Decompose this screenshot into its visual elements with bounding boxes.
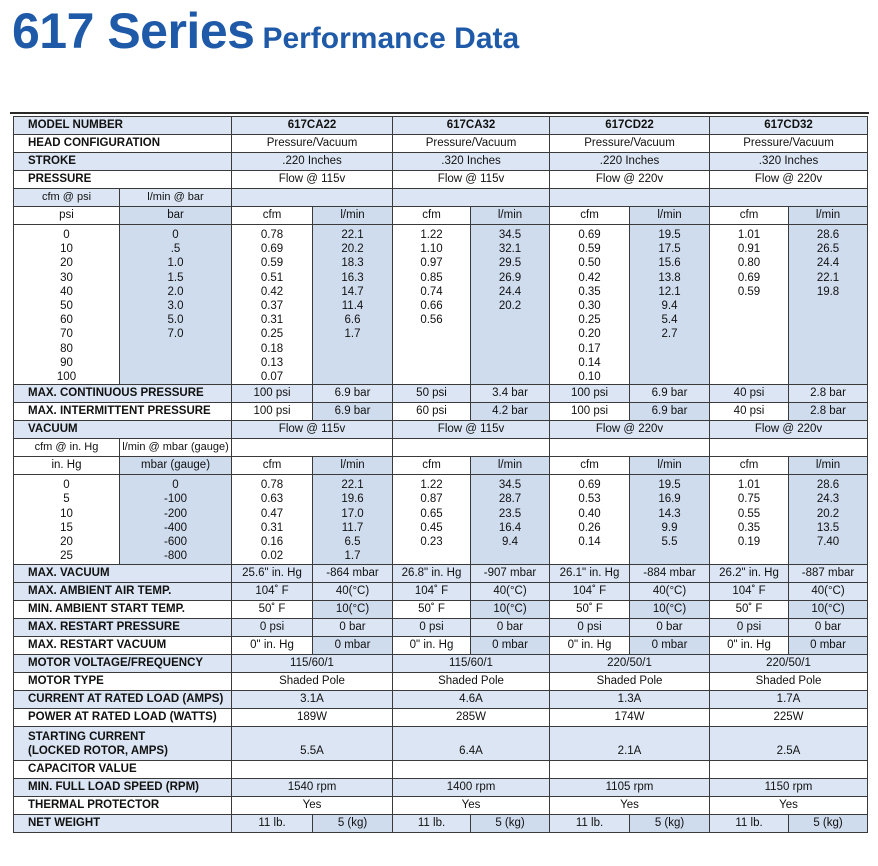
label-cfm: cfm xyxy=(710,457,789,475)
value-cell: 0 psi xyxy=(232,619,313,637)
value-cell: 4.2 bar xyxy=(471,403,550,421)
value-cell: Pressure/Vacuum xyxy=(550,135,710,153)
value-cell: Flow @ 220v xyxy=(550,171,710,189)
pressure-bar-list: 0 .5 1.0 1.5 2.0 3.0 5.0 7.0 xyxy=(120,225,232,385)
title-rule xyxy=(10,112,869,114)
value-cell: 1150 rpm xyxy=(710,779,868,797)
label-min-ambient-start-temp: MIN. AMBIENT START TEMP. xyxy=(14,601,232,619)
empty-cell xyxy=(710,189,868,207)
value-cell: 6.9 bar xyxy=(630,385,710,403)
value-cell: 6.9 bar xyxy=(630,403,710,421)
value-cell: 220/50/1 xyxy=(550,655,710,673)
value-cell: 10(°C) xyxy=(313,601,393,619)
value-cell: 26.8" in. Hg xyxy=(393,565,471,583)
value-cell: 0" in. Hg xyxy=(393,637,471,655)
row-pressure-data xyxy=(14,225,868,385)
pressure-lmin-617cd32: 28.6 26.5 24.4 22.1 19.8 xyxy=(789,225,868,385)
value-cell: 6.4A xyxy=(393,727,550,761)
value-cell: 26.1" in. Hg xyxy=(550,565,630,583)
value-cell: Shaded Pole xyxy=(710,673,868,691)
value-cell: 1105 rpm xyxy=(550,779,710,797)
model-617ca32: 617CA32 xyxy=(393,117,550,135)
value-cell: 2.8 bar xyxy=(789,403,868,421)
value-cell: 100 psi xyxy=(550,385,630,403)
value-cell: Yes xyxy=(550,797,710,815)
row-min-full-load-speed xyxy=(14,779,868,797)
pressure-psi-list: 0 10 20 30 40 50 60 70 80 90 100 xyxy=(14,225,120,385)
label-capacitor-value: CAPACITOR VALUE xyxy=(14,761,232,779)
label-starting-current-line2: (LOCKED ROTOR, AMPS) xyxy=(28,744,168,757)
label-max-ambient-air-temp: MAX. AMBIENT AIR TEMP. xyxy=(14,583,232,601)
row-max-restart-vacuum xyxy=(14,637,868,655)
row-min-ambient-start-temp xyxy=(14,601,868,619)
empty-cell xyxy=(550,761,710,779)
row-vacuum xyxy=(14,421,868,439)
label-cfm: cfm xyxy=(232,207,313,225)
row-pressure xyxy=(14,171,868,189)
label-max-intermittent-pressure: MAX. INTERMITTENT PRESSURE xyxy=(14,403,232,421)
label-psi: psi xyxy=(14,207,120,225)
value-cell: 11 lb. xyxy=(550,815,630,833)
label-cfm-at-inhg: cfm @ in. Hg xyxy=(14,439,120,457)
value-cell: 0" in. Hg xyxy=(232,637,313,655)
value-cell: 220/50/1 xyxy=(710,655,868,673)
value-cell: 1.7A xyxy=(710,691,868,709)
value-cell: 0" in. Hg xyxy=(550,637,630,655)
label-lmin: l/min xyxy=(313,457,393,475)
label-power-at-rated-load: POWER AT RATED LOAD (WATTS) xyxy=(14,709,232,727)
value-cell: 50˚ F xyxy=(393,601,471,619)
row-vacuum-subheader xyxy=(14,457,868,475)
label-cfm: cfm xyxy=(393,207,471,225)
label-max-vacuum: MAX. VACUUM xyxy=(14,565,232,583)
value-cell: -907 mbar xyxy=(471,565,550,583)
row-power-at-rated-load xyxy=(14,709,868,727)
model-617cd32: 617CD32 xyxy=(710,117,868,135)
value-cell: 285W xyxy=(393,709,550,727)
label-net-weight: NET WEIGHT xyxy=(14,815,232,833)
model-617cd22: 617CD22 xyxy=(550,117,710,135)
value-cell: Flow @ 115v xyxy=(232,421,393,439)
value-cell: 40(°C) xyxy=(630,583,710,601)
value-cell: Pressure/Vacuum xyxy=(710,135,868,153)
empty-cell xyxy=(232,761,393,779)
value-cell: 174W xyxy=(550,709,710,727)
empty-cell xyxy=(550,189,710,207)
label-lmin-at-mbar: l/min @ mbar (gauge) xyxy=(120,439,232,457)
label-cfm-at-psi: cfm @ psi xyxy=(14,189,120,207)
value-cell: 2.1A xyxy=(550,727,710,761)
pressure-cfm-617cd22: 0.69 0.59 0.50 0.42 0.35 0.30 0.25 0.20 0.17 0.14 0.10 xyxy=(550,225,630,385)
label-lmin: l/min xyxy=(789,457,868,475)
label-cfm: cfm xyxy=(550,207,630,225)
value-cell: 100 psi xyxy=(232,403,313,421)
value-cell: -887 mbar xyxy=(789,565,868,583)
value-cell: Pressure/Vacuum xyxy=(232,135,393,153)
vacuum-cfm-617ca22: 0.78 0.63 0.47 0.31 0.16 0.02 xyxy=(232,475,313,565)
value-cell: 10(°C) xyxy=(630,601,710,619)
row-max-restart-pressure xyxy=(14,619,868,637)
row-model-number xyxy=(14,117,868,135)
value-cell: Yes xyxy=(232,797,393,815)
value-cell: 104˚ F xyxy=(232,583,313,601)
value-cell: 104˚ F xyxy=(393,583,471,601)
label-lmin: l/min xyxy=(471,457,550,475)
value-cell: 0 psi xyxy=(710,619,789,637)
label-current-at-rated-load: CURRENT AT RATED LOAD (AMPS) xyxy=(14,691,232,709)
value-cell: 0 bar xyxy=(789,619,868,637)
empty-cell xyxy=(393,439,550,457)
row-stroke xyxy=(14,153,868,171)
value-cell: 5 (kg) xyxy=(471,815,550,833)
value-cell: 5 (kg) xyxy=(313,815,393,833)
empty-cell xyxy=(710,761,868,779)
empty-cell xyxy=(393,189,550,207)
label-cfm: cfm xyxy=(232,457,313,475)
value-cell: -864 mbar xyxy=(313,565,393,583)
vacuum-cfm-617cd32: 1.01 0.75 0.55 0.35 0.19 xyxy=(710,475,789,565)
value-cell: 50˚ F xyxy=(710,601,789,619)
value-cell: 115/60/1 xyxy=(393,655,550,673)
value-cell: 5 (kg) xyxy=(789,815,868,833)
value-cell: 40(°C) xyxy=(789,583,868,601)
row-thermal-protector xyxy=(14,797,868,815)
empty-cell xyxy=(232,439,393,457)
value-cell: 0 mbar xyxy=(313,637,393,655)
value-cell: 189W xyxy=(232,709,393,727)
label-starting-current-line1: STARTING CURRENT xyxy=(28,730,146,743)
value-cell: 4.6A xyxy=(393,691,550,709)
label-bar: bar xyxy=(120,207,232,225)
value-cell: 11 lb. xyxy=(710,815,789,833)
value-cell: 10(°C) xyxy=(789,601,868,619)
value-cell: 0" in. Hg xyxy=(710,637,789,655)
value-cell: 0 bar xyxy=(630,619,710,637)
page-title xyxy=(12,2,519,60)
label-thermal-protector: THERMAL PROTECTOR xyxy=(14,797,232,815)
pressure-cfm-617cd32: 1.01 0.91 0.80 0.69 0.59 xyxy=(710,225,789,385)
value-cell: 60 psi xyxy=(393,403,471,421)
value-cell: 2.5A xyxy=(710,727,868,761)
label-stroke: STROKE xyxy=(14,153,232,171)
value-cell: 50˚ F xyxy=(550,601,630,619)
value-cell: 3.4 bar xyxy=(471,385,550,403)
label-min-full-load-speed: MIN. FULL LOAD SPEED (RPM) xyxy=(14,779,232,797)
value-cell: 5 (kg) xyxy=(630,815,710,833)
row-net-weight xyxy=(14,815,868,833)
value-cell: Yes xyxy=(710,797,868,815)
value-cell: 50˚ F xyxy=(232,601,313,619)
series-title: 617 Series xyxy=(12,3,255,59)
row-vacuum-units xyxy=(14,439,868,457)
vacuum-inhg-list: 0 5 10 15 20 25 xyxy=(14,475,120,565)
value-cell: 40(°C) xyxy=(471,583,550,601)
pressure-lmin-617ca22: 22.1 20.2 18.3 16.3 14.7 11.4 6.6 1.7 xyxy=(313,225,393,385)
label-cfm: cfm xyxy=(550,457,630,475)
value-cell: 6.9 bar xyxy=(313,385,393,403)
value-cell: .220 Inches xyxy=(232,153,393,171)
performance-table xyxy=(13,116,868,833)
value-cell: 0 bar xyxy=(471,619,550,637)
label-cfm: cfm xyxy=(393,457,471,475)
value-cell: Yes xyxy=(393,797,550,815)
label-max-restart-vacuum: MAX. RESTART VACUUM xyxy=(14,637,232,655)
value-cell: .320 Inches xyxy=(393,153,550,171)
value-cell: 104˚ F xyxy=(550,583,630,601)
value-cell: 0 mbar xyxy=(471,637,550,655)
value-cell: Flow @ 220v xyxy=(550,421,710,439)
row-motor-voltage-frequency xyxy=(14,655,868,673)
vacuum-lmin-617ca22: 22.1 19.6 17.0 11.7 6.5 1.7 xyxy=(313,475,393,565)
value-cell: Shaded Pole xyxy=(393,673,550,691)
model-617ca22: 617CA22 xyxy=(232,117,393,135)
label-lmin: l/min xyxy=(630,457,710,475)
pressure-lmin-617ca32: 34.5 32.1 29.5 26.9 24.4 20.2 xyxy=(471,225,550,385)
vacuum-mbar-list: 0 -100 -200 -400 -600 -800 xyxy=(120,475,232,565)
label-lmin: l/min xyxy=(313,207,393,225)
value-cell: 0 mbar xyxy=(789,637,868,655)
row-pressure-units xyxy=(14,189,868,207)
value-cell: .220 Inches xyxy=(550,153,710,171)
label-lmin: l/min xyxy=(471,207,550,225)
value-cell: Flow @ 115v xyxy=(393,171,550,189)
row-max-continuous-pressure xyxy=(14,385,868,403)
label-model-number: MODEL NUMBER xyxy=(14,117,232,135)
vacuum-lmin-617cd22: 19.5 16.9 14.3 9.9 5.5 xyxy=(630,475,710,565)
value-cell: 100 psi xyxy=(232,385,313,403)
label-pressure: PRESSURE xyxy=(14,171,232,189)
row-vacuum-data xyxy=(14,475,868,565)
value-cell: 0 mbar xyxy=(630,637,710,655)
row-motor-type xyxy=(14,673,868,691)
value-cell: .320 Inches xyxy=(710,153,868,171)
label-motor-voltage-frequency: MOTOR VOLTAGE/FREQUENCY xyxy=(14,655,232,673)
label-vacuum: VACUUM xyxy=(14,421,232,439)
label-max-continuous-pressure: MAX. CONTINUOUS PRESSURE xyxy=(14,385,232,403)
label-starting-current xyxy=(14,727,232,761)
value-cell: 1400 rpm xyxy=(393,779,550,797)
value-cell: 100 psi xyxy=(550,403,630,421)
empty-cell xyxy=(550,439,710,457)
value-cell: 0 psi xyxy=(550,619,630,637)
value-cell: Flow @ 115v xyxy=(232,171,393,189)
value-cell: 0 psi xyxy=(393,619,471,637)
value-cell: 1.3A xyxy=(550,691,710,709)
value-cell: 6.9 bar xyxy=(313,403,393,421)
pressure-cfm-617ca22: 0.78 0.69 0.59 0.51 0.42 0.37 0.31 0.25 0.18 0.13 0.07 xyxy=(232,225,313,385)
value-cell: 40 psi xyxy=(710,403,789,421)
label-cfm: cfm xyxy=(710,207,789,225)
value-cell: 2.8 bar xyxy=(789,385,868,403)
label-lmin-at-bar: l/min @ bar xyxy=(120,189,232,207)
label-motor-type: MOTOR TYPE xyxy=(14,673,232,691)
row-capacitor-value xyxy=(14,761,868,779)
value-cell: 40 psi xyxy=(710,385,789,403)
value-cell: -884 mbar xyxy=(630,565,710,583)
value-cell: 11 lb. xyxy=(232,815,313,833)
vacuum-cfm-617ca32: 1.22 0.87 0.65 0.45 0.23 xyxy=(393,475,471,565)
value-cell: Flow @ 115v xyxy=(393,421,550,439)
series-subtitle: Performance Data xyxy=(262,22,520,55)
empty-cell xyxy=(232,189,393,207)
empty-cell xyxy=(710,439,868,457)
row-starting-current xyxy=(14,727,868,761)
row-max-vacuum xyxy=(14,565,868,583)
label-lmin: l/min xyxy=(789,207,868,225)
vacuum-lmin-617ca32: 34.5 28.7 23.5 16.4 9.4 xyxy=(471,475,550,565)
value-cell: 10(°C) xyxy=(471,601,550,619)
value-cell: 25.6" in. Hg xyxy=(232,565,313,583)
label-inhg: in. Hg xyxy=(14,457,120,475)
label-max-restart-pressure: MAX. RESTART PRESSURE xyxy=(14,619,232,637)
pressure-lmin-617cd22: 19.5 17.5 15.6 13.8 12.1 9.4 5.4 2.7 xyxy=(630,225,710,385)
value-cell: 115/60/1 xyxy=(232,655,393,673)
value-cell: 26.2" in. Hg xyxy=(710,565,789,583)
value-cell: Flow @ 220v xyxy=(710,171,868,189)
value-cell: 1540 rpm xyxy=(232,779,393,797)
value-cell: 40(°C) xyxy=(313,583,393,601)
value-cell: Shaded Pole xyxy=(550,673,710,691)
label-head-configuration: HEAD CONFIGURATION xyxy=(14,135,232,153)
label-mbar-gauge: mbar (gauge) xyxy=(120,457,232,475)
value-cell: 5.5A xyxy=(232,727,393,761)
row-max-ambient-air-temp xyxy=(14,583,868,601)
row-current-at-rated-load xyxy=(14,691,868,709)
value-cell: 225W xyxy=(710,709,868,727)
vacuum-cfm-617cd22: 0.69 0.53 0.40 0.26 0.14 xyxy=(550,475,630,565)
value-cell: 3.1A xyxy=(232,691,393,709)
value-cell: 11 lb. xyxy=(393,815,471,833)
value-cell: 50 psi xyxy=(393,385,471,403)
value-cell: 104˚ F xyxy=(710,583,789,601)
pressure-cfm-617ca32: 1.22 1.10 0.97 0.85 0.74 0.66 0.56 xyxy=(393,225,471,385)
value-cell: Flow @ 220v xyxy=(710,421,868,439)
row-pressure-subheader xyxy=(14,207,868,225)
label-lmin: l/min xyxy=(630,207,710,225)
row-head-configuration xyxy=(14,135,868,153)
value-cell: Shaded Pole xyxy=(232,673,393,691)
value-cell: Pressure/Vacuum xyxy=(393,135,550,153)
empty-cell xyxy=(393,761,550,779)
row-max-intermittent-pressure xyxy=(14,403,868,421)
vacuum-lmin-617cd32: 28.6 24.3 20.2 13.5 7.40 xyxy=(789,475,868,565)
value-cell: 0 bar xyxy=(313,619,393,637)
